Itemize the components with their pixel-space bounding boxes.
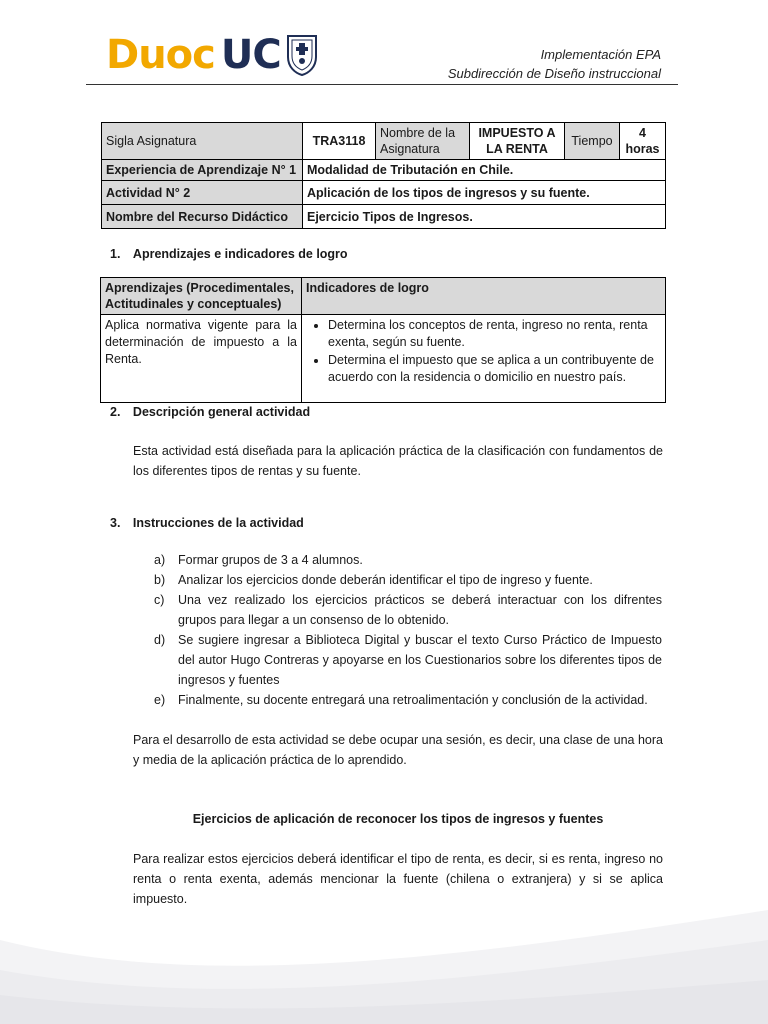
instruction-text: Formar grupos de 3 a 4 alumnos. (178, 553, 363, 567)
university-seal-icon (285, 33, 319, 77)
logo-duoc-text: Duoc (106, 32, 215, 78)
nombre-value: IMPUESTO A LA RENTA (470, 123, 565, 160)
header-line-2: Subdirección de Diseño instruccional (447, 66, 661, 81)
logo-uc-text: UC (220, 32, 281, 78)
tiempo-value: 4 horas (620, 123, 666, 160)
section-1-title: 1. Aprendizajes e indicadores de logro (110, 247, 348, 261)
recurso-label: Nombre del Recurso Didáctico (102, 205, 303, 229)
tiempo-label: Tiempo (565, 123, 620, 160)
instruction-item (154, 570, 662, 590)
instruction-letter: c) (154, 593, 165, 607)
experiencia-label: Experiencia de Aprendizaje N° 1 (102, 160, 303, 181)
instruction-item (154, 690, 662, 710)
instruction-text: Una vez realizado los ejercicios prácticos se deberá interactuar con los difrentes grupos para llegar a un consenso de lo obtenido. (178, 593, 662, 627)
aprendizaje-cell: Aplica normativa vigente para la determinación de impuesto a la Renta. (101, 315, 302, 403)
instruction-text: Analizar los ejercicios donde deberán identificar el tipo de ingreso y fuente. (178, 573, 593, 587)
section-2-title: 2. Descripción general actividad (110, 405, 311, 419)
instruction-item (154, 550, 662, 570)
learning-outcomes-table (100, 277, 666, 403)
actividad-value: Aplicación de los tipos de ingresos y su fuente. (303, 181, 666, 205)
header-line-1: Implementación EPA (540, 47, 661, 62)
indicador-item: • Determina los conceptos de renta, ingreso no renta, renta exenta, según su fuente. (328, 317, 661, 351)
duoc-uc-logo (106, 30, 319, 80)
indicadores-list (306, 317, 661, 386)
instruction-item (154, 630, 662, 690)
header-caption (448, 45, 661, 83)
footer-wave-decoration (0, 900, 768, 1024)
instruction-letter: a) (154, 553, 166, 567)
exercises-intro: Para realizar estos ejercicios deberá identificar el tipo de renta, es decir, si es renta, ingreso no renta o renta exenta, además mencionar la fuente (chilena o extranjera) y si se aplica impuesto. (133, 852, 663, 906)
sigla-value: TRA3118 (303, 123, 376, 160)
nombre-label: Nombre de la Asignatura (376, 123, 470, 160)
indicadores-cell (302, 315, 666, 403)
instruction-item (154, 590, 662, 630)
actividad-label: Actividad N° 2 (102, 181, 303, 205)
indicador-item: • Determina el impuesto que se aplica a un contribuyente de acuerdo con la residencia o domicilio en nuestro país. (328, 352, 661, 386)
instructions-list (154, 550, 662, 710)
experiencia-value: Modalidad de Tributación en Chile. (303, 160, 666, 181)
recurso-value: Ejercicio Tipos de Ingresos. (303, 205, 666, 229)
sigla-label: Sigla Asignatura (102, 123, 303, 160)
course-info-table (101, 122, 666, 229)
instruction-text: Se sugiere ingresar a Biblioteca Digital y buscar el texto Curso Práctico de Impuesto del autor Hugo Contreras y apoyarse en los Cuestionarios sobre los diferentes tipos de ingresos y fuentes (178, 633, 662, 687)
instruction-text: Finalmente, su docente entregará una retroalimentación y conclusión de la actividad. (178, 693, 648, 707)
instruction-letter: d) (154, 633, 166, 647)
header-divider (86, 84, 678, 85)
indicadores-header: Indicadores de logro (302, 278, 666, 315)
aprendizajes-header: Aprendizajes (Procedimentales, Actitudinales y conceptuales) (101, 278, 302, 315)
session-note: Para el desarrollo de esta actividad se debe ocupar una sesión, es decir, una clase de una hora y media de la aplicación práctica de lo aprendido. (133, 733, 663, 767)
section-2-description: Esta actividad está diseñada para la aplicación práctica de la clasificación con fundamentos de los diferentes tipos de rentas y su fuente. (133, 444, 663, 478)
instruction-letter: b) (154, 573, 166, 587)
exercises-title: Ejercicios de aplicación de reconocer los tipos de ingresos y fuentes (192, 812, 604, 826)
section-3-title: 3. Instrucciones de la actividad (110, 516, 304, 530)
instruction-letter: e) (154, 693, 166, 707)
